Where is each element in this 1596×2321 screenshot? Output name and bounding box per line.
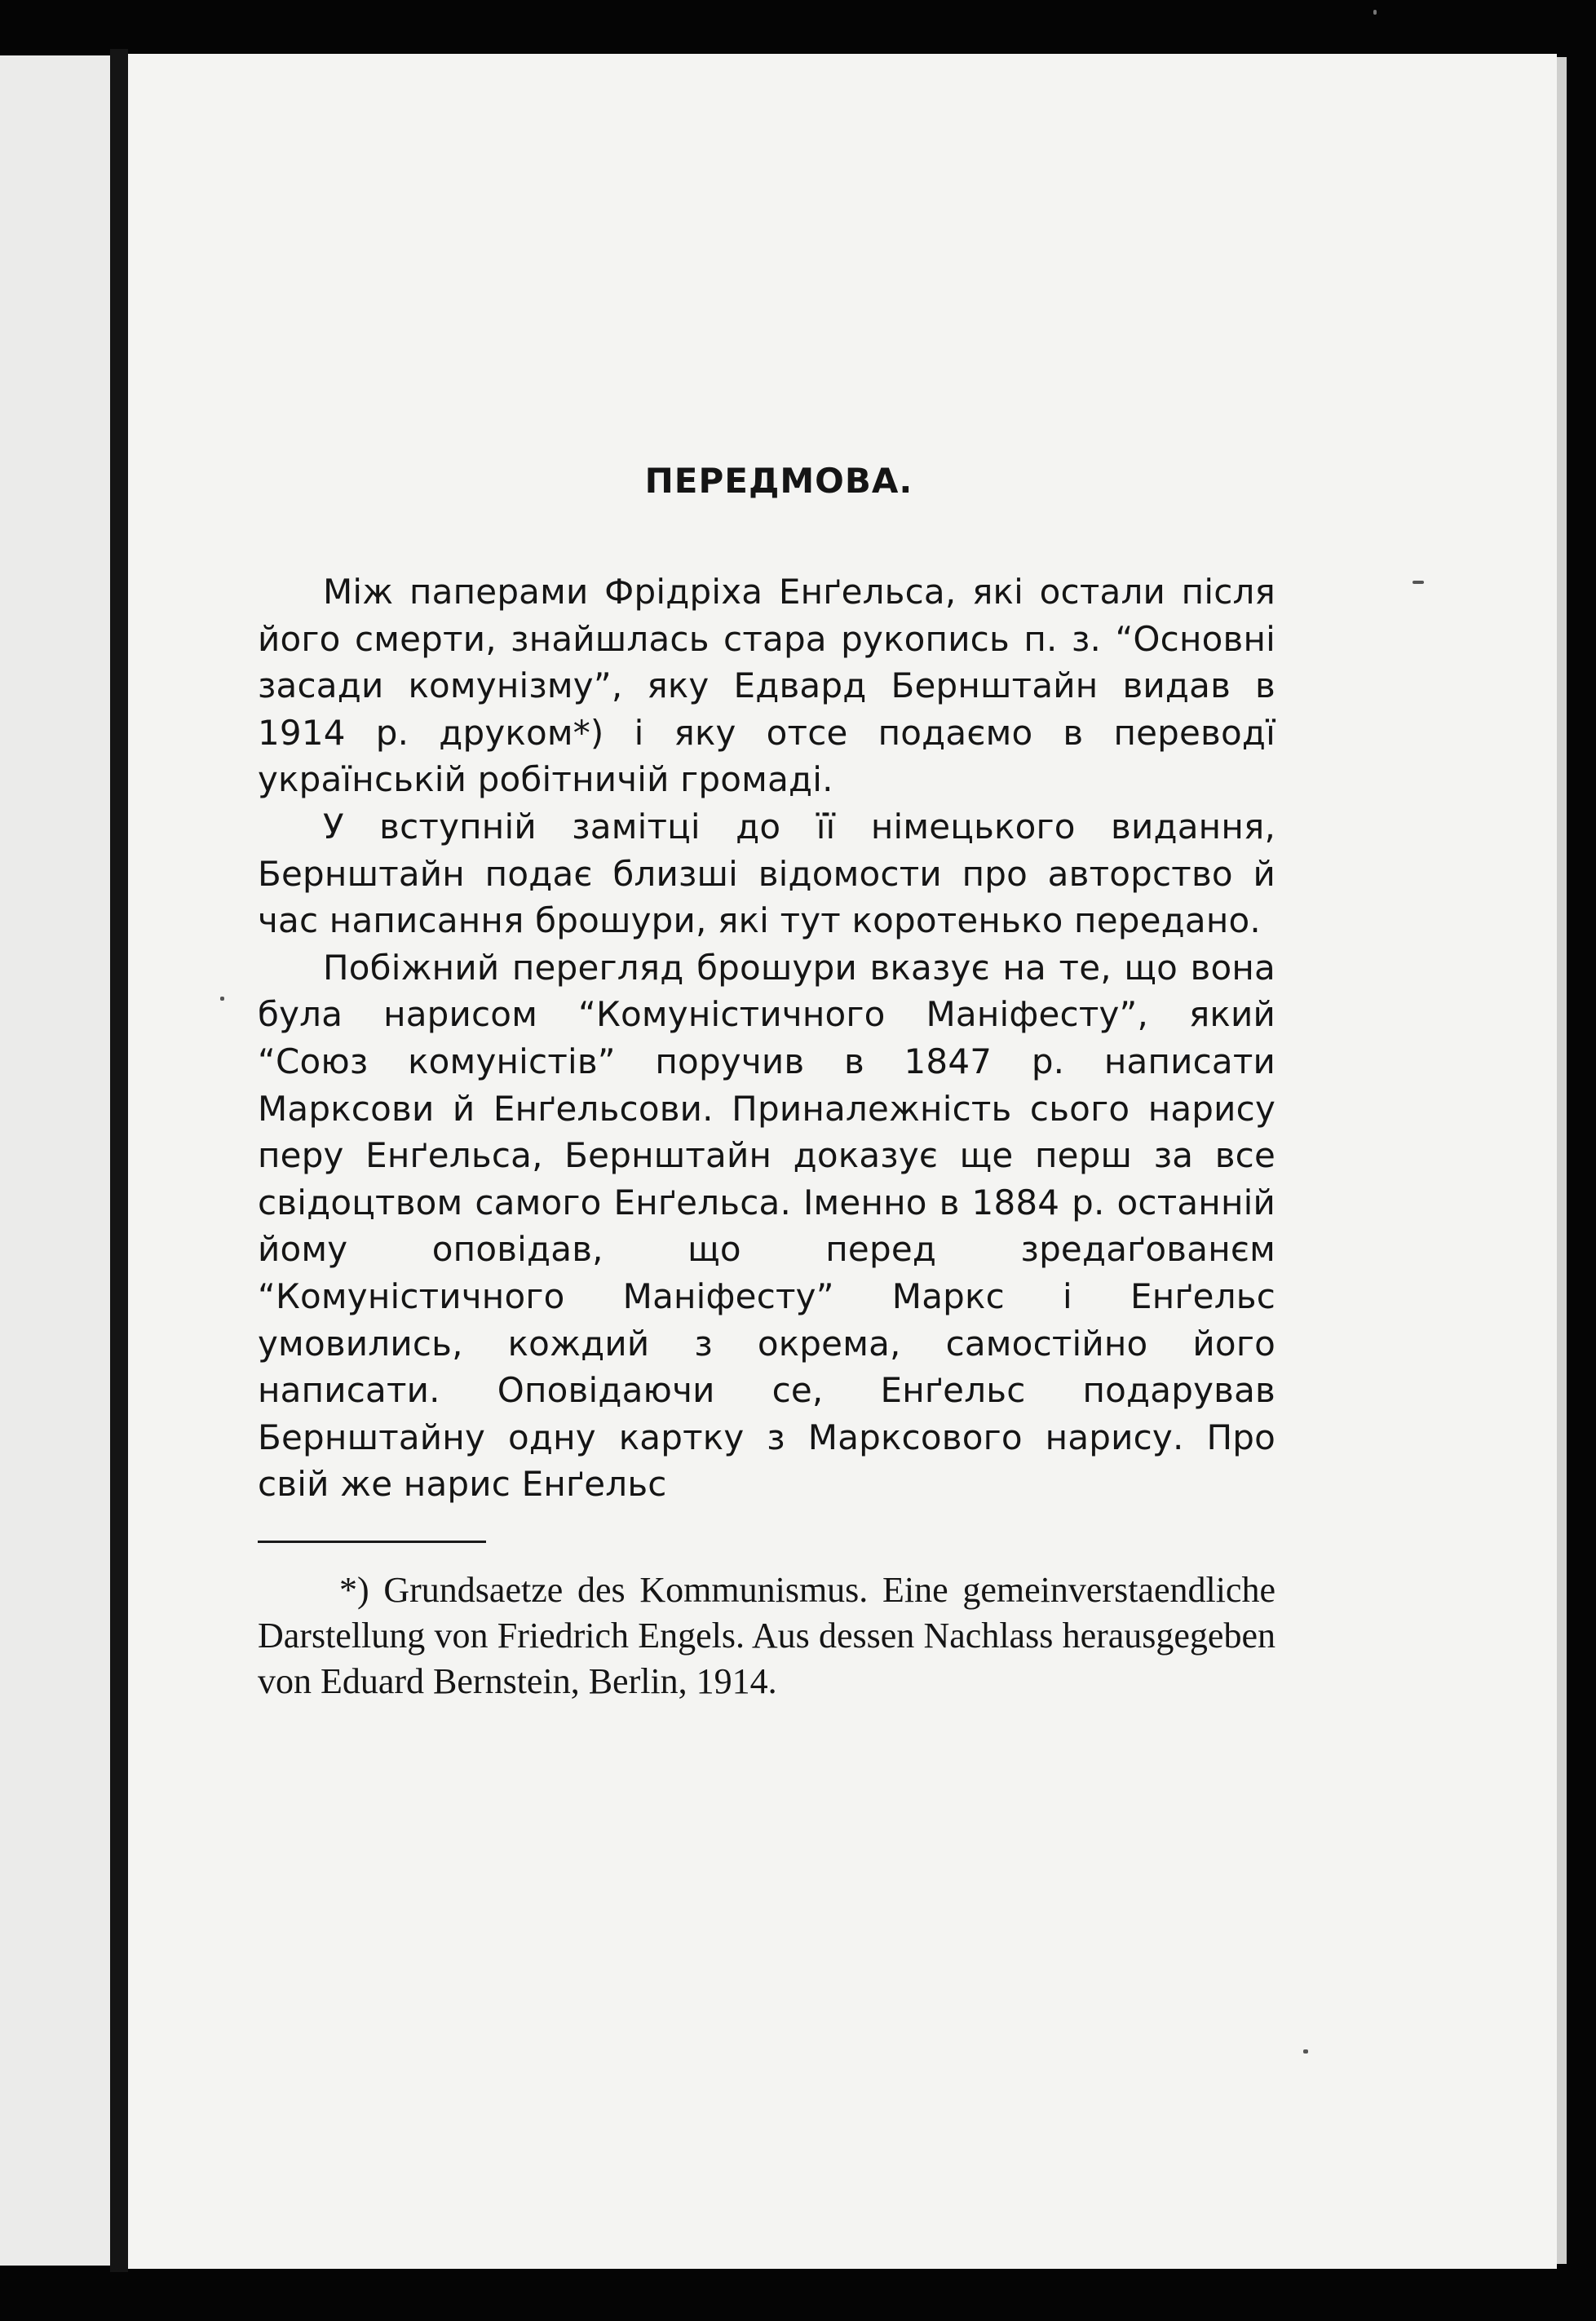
left-page-edge [0,55,110,2266]
right-page-edge [1557,57,1567,2264]
scan-speck [220,997,224,1001]
paragraph: Побіжний перегляд брошури вказує на те, що вона була нарисом “Комуністичного Маніфесту”, який “Союз комуністів” поручив в 1847 р. написати Марксови й Енґельсови. Приналежність сього нарису перу Енґельса, Бернштайн доказує ще перш за все свідоцтвом самого Енґельса. Іменно в 1884 р. останній йому оповідав, що перед зредаґованєм “Комуністичного Маніфесту” Маркс і Енґельс умовились, кождий з окрема, самостійно його написати. Оповідаючи се, Енґельс подарував Бернштайну одну картку з Марксового нарису. Про свій же нарис Енґельс [258,947,1275,1505]
footnote: *) Grundsaetze des Kommunismus. Eine gemeinverstaendliche Darstellung von Friedrich Engels. Aus dessen Nachlass herausgegeben von Eduard Bernstein, Berlin, 1914. [258,1569,1275,1701]
page-content [258,444,1275,1704]
scan-speck [1413,581,1424,584]
body-text [258,568,1275,1508]
footnote-divider [258,1541,486,1543]
paragraph: Між паперами Фрідріха Енґельса, які остали після його смерти, знайшлась стара рукопись п. з. “Основні засади комунізму”, яку Едвард Бернштайн видав в 1914 р. друком*) і яку отсе подаємо в переводї українській робітничій громаді. [258,572,1275,800]
scan-speck [1373,10,1377,15]
paragraph: У вступній замітці до її німецького видання, Бернштайн подає близші відомости про авторство й час написання брошури, які тут коротенько передано. [258,806,1275,941]
page-title: ПЕРЕДМОВА. [644,461,913,501]
scan-speck [1303,2049,1308,2054]
book-spine [110,49,128,2272]
